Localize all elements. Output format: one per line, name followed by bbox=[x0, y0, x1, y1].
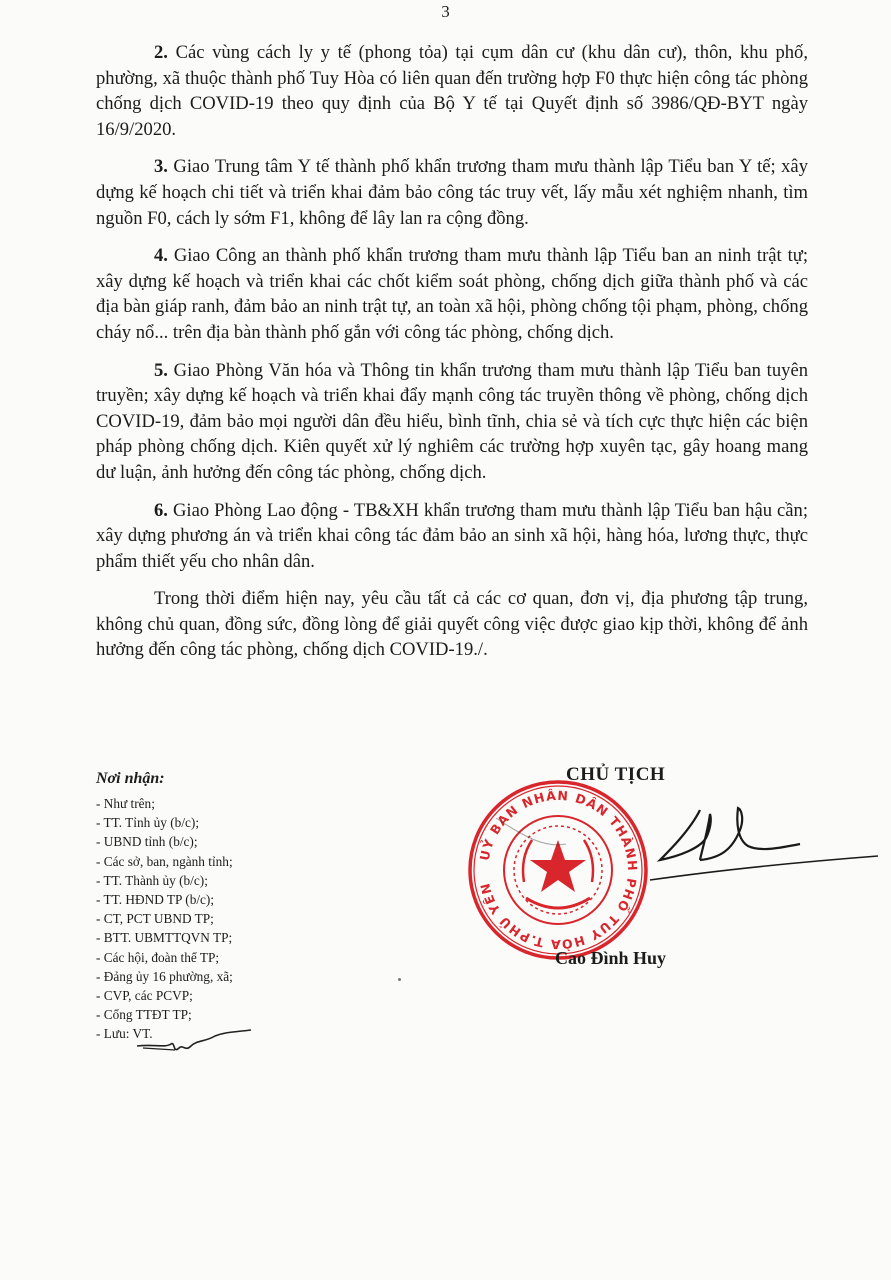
recipients-heading: Nơi nhận: bbox=[96, 770, 165, 787]
list-item: - Lưu: VT. bbox=[96, 1026, 153, 1042]
paragraph-2 bbox=[96, 40, 808, 142]
paragraph-text: Giao Phòng Lao động - TB&XH khẩn trương tham mưu thành lập Tiểu ban hậu cần; xây dựng phương án và triển khai công tác đảm bảo an sinh xã hội, hàng hóa, lương thực, thực phẩm thiết yếu cho nhân dân. bbox=[96, 499, 808, 572]
list-item: - Như trên; bbox=[96, 796, 155, 811]
list-item: - UBND tỉnh (b/c); bbox=[96, 834, 198, 850]
list-item: - Cổng TTĐT TP; bbox=[96, 1007, 192, 1023]
signer-name: Cao Đình Huy bbox=[555, 948, 667, 968]
list-item: - TT. HĐND TP (b/c); bbox=[96, 892, 215, 908]
handwritten-signature bbox=[640, 790, 880, 900]
closing-paragraph bbox=[96, 586, 808, 663]
official-seal bbox=[466, 778, 650, 962]
list-item: - BTT. UBMTTQVN TP; bbox=[96, 930, 233, 946]
paragraph-number: 6. bbox=[154, 499, 168, 521]
recipients-list bbox=[96, 794, 396, 1044]
paragraph-text: Giao Trung tâm Y tế thành phố khẩn trương tham mưu thành lập Tiểu ban Y tế; xây dựng kế hoạch chi tiết và triển khai đảm bảo công tác truy vết, lấy mẫu xét nghiệm nhanh, tìm nguồn F0, cách ly sớm F1, không để lây lan ra cộng đồng. bbox=[96, 156, 808, 229]
list-item: - TT. Tỉnh ủy (b/c); bbox=[96, 815, 200, 831]
list-item: - CT, PCT UBND TP; bbox=[96, 911, 214, 927]
list-item: - TT. Thành ủy (b/c); bbox=[96, 872, 208, 888]
paragraph-number: 3. bbox=[154, 156, 168, 178]
recipients-block bbox=[96, 770, 396, 1044]
signer-title: CHỦ TỊCH bbox=[566, 764, 666, 785]
list-item: - CVP, các PCVP; bbox=[96, 988, 193, 1004]
paragraph-6 bbox=[96, 498, 808, 575]
paragraph-number: 2. bbox=[154, 42, 168, 63]
seal-text: UỶ BAN NHÂN DÂN THÀNH PHỐ TUY HÒA T.PHÚ YÊN bbox=[476, 787, 641, 953]
paragraph-4 bbox=[96, 243, 808, 345]
list-item: - Các hội, đoàn thể TP; bbox=[96, 949, 220, 965]
list-item: - Các sở, ban, ngành tỉnh; bbox=[96, 853, 233, 869]
paragraph-text: Giao Phòng Văn hóa và Thông tin khẩn trương tham mưu thành lập Tiểu ban tuyên truyền; xây dựng kế hoạch và triển khai đẩy mạnh công tác truyền thông về phòng, chống dịch COVID-19, đảm bảo mọi người dân đều hiểu, bình tĩnh, chia sẻ và tích cực thực hiện các biện pháp phòng chống dịch. Kiên quyết xử lý nghiêm các trường hợp xuyên tạc, gây hoang mang dư luận, ảnh hưởng đến công tác phòng, chống dịch. bbox=[96, 359, 808, 483]
paragraph-number: 4. bbox=[154, 245, 168, 267]
paragraph-text: Trong thời điểm hiện nay, yêu cầu tất cả các cơ quan, đơn vị, địa phương tập trung, không chủ quan, đồng sức, đồng lòng để giải quyết công việc được giao kịp thời, không để ảnh hưởng đến công tác phòng, chống dịch COVID-19./. bbox=[96, 588, 808, 661]
paragraph-text: Giao Công an thành phố khẩn trương tham mưu thành lập Tiểu ban an ninh trật tự; xây dựng kế hoạch và triển khai các chốt kiểm soát phòng, chống dịch giữa thành phố và các địa bàn giáp ranh, đảm bảo an ninh trật tự, an toàn xã hội, phòng chống tội phạm, phòng, chống cháy nổ... trên địa bàn thành phố gắn với công tác phòng, chống dịch. bbox=[96, 245, 808, 343]
scan-artifact bbox=[398, 978, 401, 981]
page-number: 3 bbox=[441, 2, 450, 21]
initial-signature bbox=[135, 1026, 255, 1066]
paragraph-text: Các vùng cách ly y tế (phong tỏa) tại cụm dân cư (khu dân cư), thôn, khu phố, phường, xã thuộc thành phố Tuy Hòa có liên quan đến trường hợp F0 thực hiện công tác phòng chống dịch COVID-19 theo quy định của Bộ Y tế tại Quyết định số 3986/QĐ-BYT ngày 16/9/2020. bbox=[96, 42, 808, 140]
list-item: - Đảng ủy 16 phường, xã; bbox=[96, 968, 233, 984]
paragraph-5 bbox=[96, 358, 808, 486]
paragraph-number: 5. bbox=[154, 359, 168, 381]
document-body bbox=[96, 40, 808, 675]
paragraph-3 bbox=[96, 154, 808, 231]
